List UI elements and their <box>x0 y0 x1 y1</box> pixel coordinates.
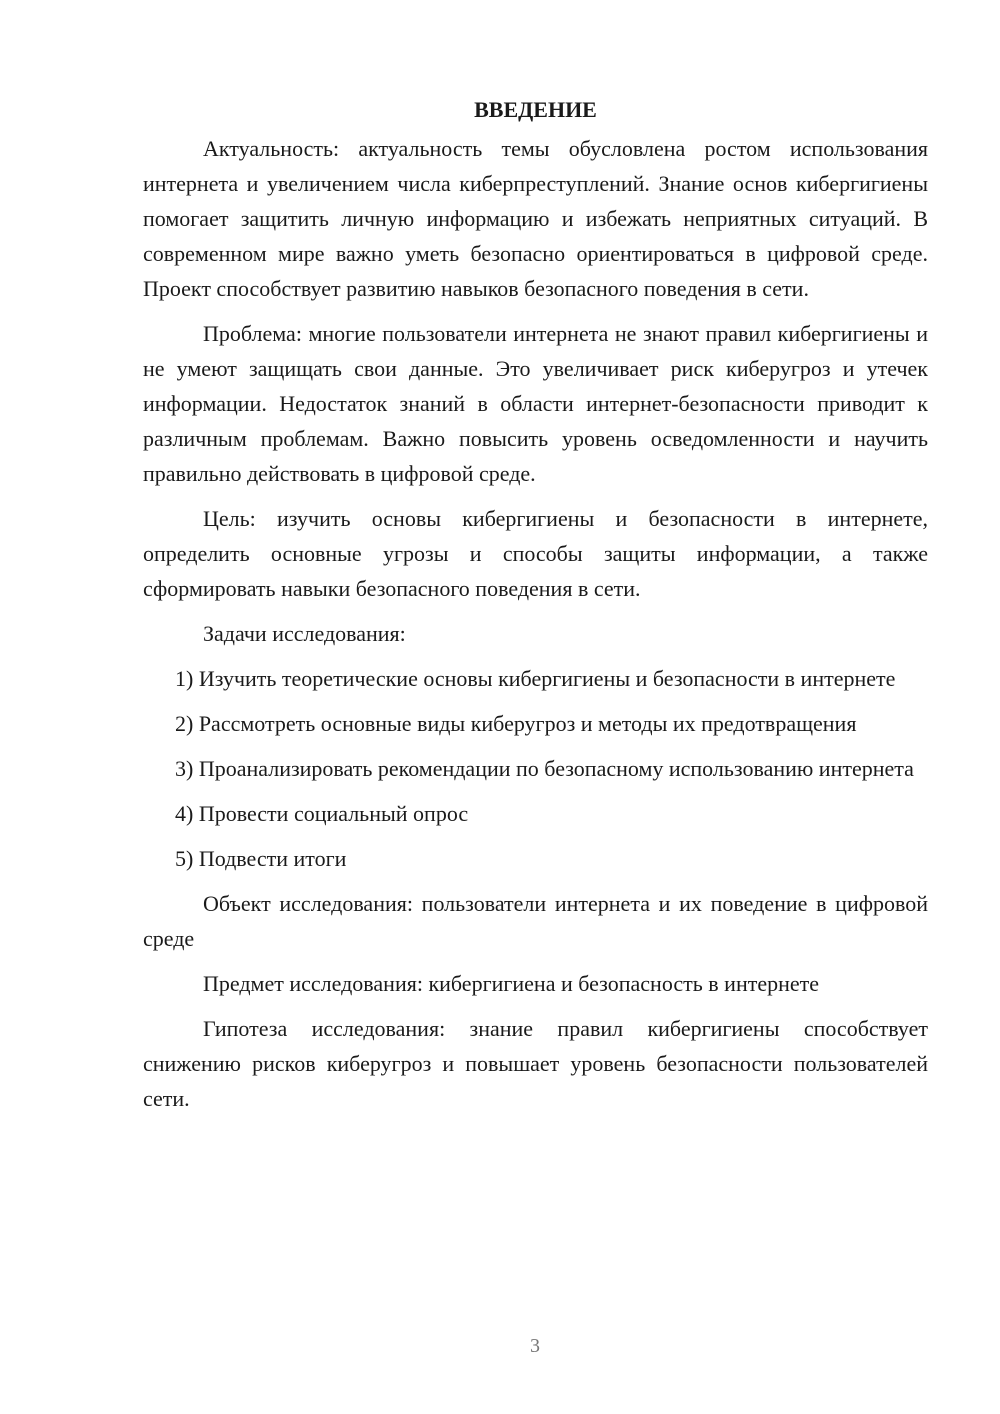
task-item-2: 2) Рассмотреть основные виды киберугроз и методы их предотвращения <box>175 711 857 736</box>
subject-paragraph: Предмет исследования: кибергигиена и безопасность в интернете <box>203 971 820 996</box>
task-item-3: 3) Проанализировать рекомендации по безопасному использованию интернета <box>175 756 914 781</box>
page-number: 3 <box>530 1335 540 1357</box>
task-item-1: 1) Изучить теоретические основы кибергигиены и безопасности в интернете <box>175 666 896 691</box>
goal-paragraph: Цель: изучить основы кибергигиены и безопасности в интернете, определить основные угрозы и способы защиты информации, а также сформировать навыки безопасного поведения в сети. <box>143 506 928 601</box>
task-item-4: 4) Провести социальный опрос <box>175 801 469 826</box>
object-paragraph: Объект исследования: пользователи интернета и их поведение в цифровой среде <box>143 891 928 951</box>
hypothesis-paragraph: Гипотеза исследования: знание правил кибергигиены способствует снижению рисков киберугроз и повышает уровень безопасности пользователей сети. <box>143 1016 928 1111</box>
page-title: ВВЕДЕНИЕ <box>474 97 597 122</box>
task-item-5: 5) Подвести итоги <box>175 846 347 871</box>
problem-paragraph: Проблема: многие пользователи интернета не знают правил кибергигиены и не умеют защищать свои данные. Это увеличивает риск киберугроз и утечек информации. Недостаток знаний в области интернет-безопасности приводит к различным проблемам. Важно повысить уровень осведомленности и научить правильно действовать в цифровой среде. <box>143 321 928 486</box>
tasks-heading: Задачи исследования: <box>203 621 406 646</box>
document-page <box>143 92 928 1126</box>
relevance-paragraph: Актуальность: актуальность темы обусловлена ростом использования интернета и увеличением числа киберпреступлений. Знание основ кибергигиены помогает защитить личную информацию и избежать неприятных ситуаций. В современном мире важно уметь безопасно ориентироваться в цифровой среде. Проект способствует развитию навыков безопасного поведения в сети. <box>143 136 928 301</box>
